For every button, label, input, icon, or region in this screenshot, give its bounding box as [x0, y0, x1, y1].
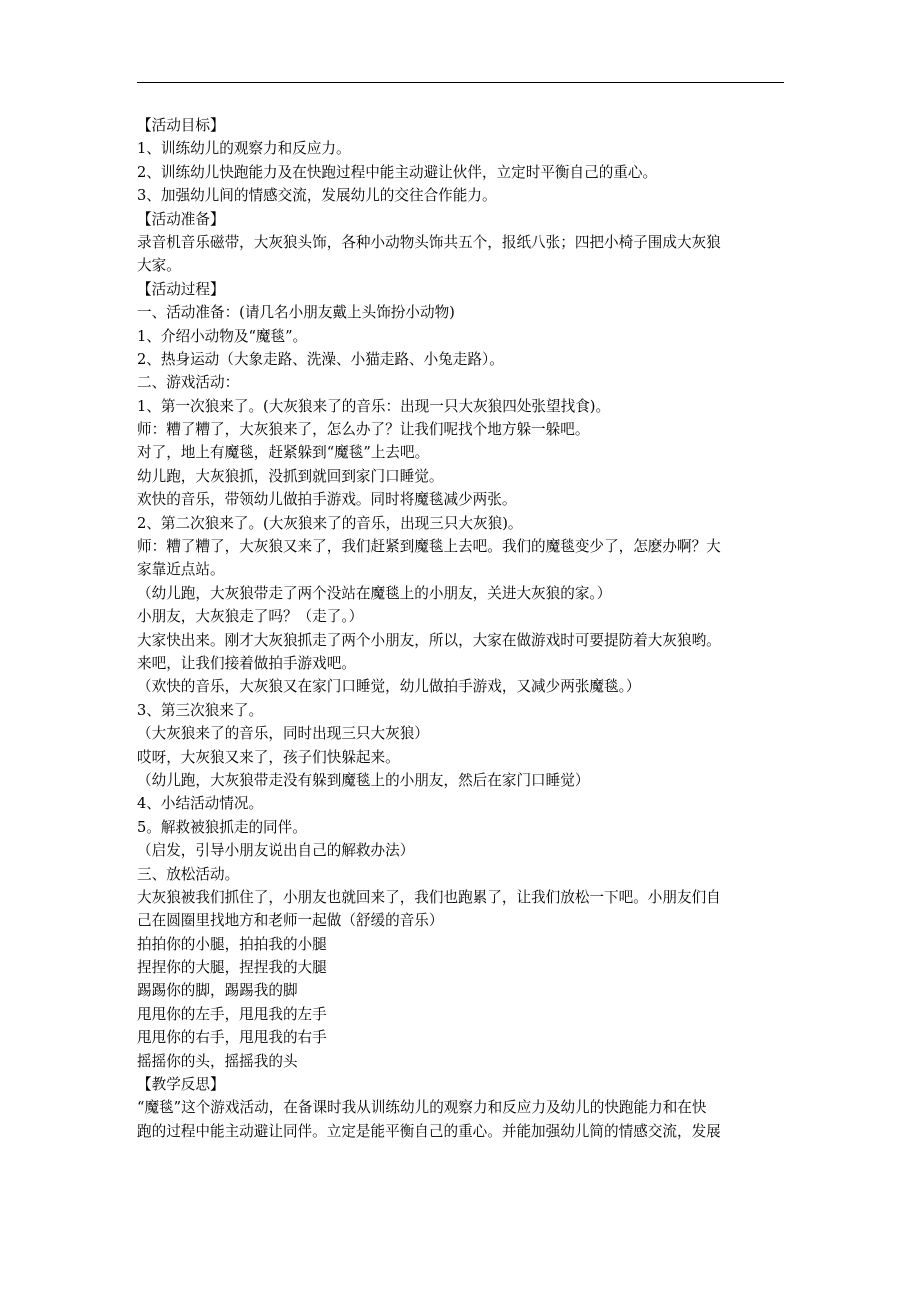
text-line: 小朋友，大灰狼走了吗？（走了。） [137, 608, 364, 626]
text-line: （欢快的音乐，大灰狼又在家门口睡觉，幼儿做拍手游戏，又减少两张魔毯。） [137, 678, 641, 696]
text-line: 来吧，让我们接着做拍手游戏吧。 [137, 654, 356, 672]
text-line: 大灰狼被我们抓住了，小朋友也就回来了，我们也跑累了，让我们放松一下吧。小朋友们自 [137, 888, 721, 906]
text-line: 一、活动准备：(请几名小朋友戴上头饰扮小动物) [137, 304, 455, 322]
text-line: 4、小结活动情况。 [137, 795, 264, 813]
section-heading-preparation: 【活动准备】 [137, 210, 225, 228]
section-heading-goals: 【活动目标】 [137, 117, 225, 134]
text-line: 大家快出来。刚才大灰狼抓走了两个小朋友，所以，大家在做游戏时可要提防着大灰狼哟。 [137, 631, 721, 649]
text-line: （启发，引导小朋友说出自己的解救办法） [137, 842, 415, 860]
text-line: 1、介绍小动物及“魔毯”。 [137, 327, 308, 345]
text-line: 大家。 [137, 257, 181, 275]
text-line: 欢快的音乐，带领幼儿做拍手游戏。同时将魔毯减少两张。 [137, 491, 517, 509]
text-line: 三、放松活动。 [137, 865, 240, 883]
text-line: 摇摇你的头，摇摇我的头 [137, 1052, 298, 1070]
text-line: 师：糟了糟了，大灰狼又来了，我们赶紧到魔毯上去吧。我们的魔毯变少了，怎麽办啊？大 [137, 538, 721, 556]
text-line: 拍拍你的小腿，拍拍我的小腿 [137, 935, 327, 953]
text-line: 对了，地上有魔毯，赶紧躲到“魔毯”上去吧。 [137, 444, 430, 462]
text-line: 录音机音乐磁带，大灰狼头饰，各种小动物头饰共五个，报纸八张；四把小椅子围成大灰狼 [137, 233, 721, 251]
text-line: 5。解救被狼抓走的同伴。 [137, 818, 307, 836]
text-line: 2、热身运动（大象走路、洗澡、小猫走路、小兔走路）。 [137, 350, 504, 368]
text-line: 3、第三次狼来了。 [137, 701, 264, 719]
text-line: “魔毯”这个游戏活动，在备课时我从训练幼儿的观察力和反应力及幼儿的快跑能力和在快 [137, 1099, 707, 1117]
text-line: 1、第一次狼来了。(大灰狼来了的音乐：出现一只大灰狼四处张望找食)。 [137, 397, 611, 415]
text-line: （幼儿跑，大灰狼带走没有躲到魔毯上的小朋友，然后在家门口睡觉） [137, 771, 590, 789]
text-line: 幼儿跑，大灰狼抓，没抓到就回到家门口睡觉。 [137, 467, 444, 485]
text-line: 甩甩你的右手，甩甩我的右手 [137, 1029, 327, 1047]
text-line: 二、游戏活动： [137, 374, 240, 392]
section-heading-reflection: 【教学反思】 [137, 1076, 225, 1094]
text-line: 1、训练幼儿的观察力和反应力。 [137, 140, 351, 158]
text-line: （大灰狼来了的音乐，同时出现三只大灰狼） [137, 725, 429, 743]
text-line: 哎呀，大灰狼又来了，孩子们快躲起来。 [137, 748, 400, 766]
text-line: 捏捏你的大腿，捏捏我的大腿 [137, 959, 327, 977]
text-line: （幼儿跑，大灰狼带走了两个没站在魔毯上的小朋友，关进大灰狼的家。） [137, 584, 612, 602]
header-rule [137, 82, 784, 83]
text-line: 跑的过程中能主动避让同伴。立定是能平衡自己的重心。并能加强幼儿简的情感交流，发展 [137, 1122, 721, 1140]
text-line: 踢踢你的脚，踢踢我的脚 [137, 982, 298, 1000]
text-line: 甩甩你的左手，甩甩我的左手 [137, 1005, 327, 1023]
section-heading-process: 【活动过程】 [137, 280, 225, 298]
text-line: 2、第二次狼来了。(大灰狼来了的音乐，出现三只大灰狼)。 [137, 514, 523, 532]
text-line: 家靠近点站。 [137, 561, 225, 579]
text-line: 2、训练幼儿快跑能力及在快跑过程中能主动避让伙伴，立定时平衡自己的重心。 [137, 163, 658, 181]
document-body [137, 114, 787, 1143]
text-line: 3、加强幼儿间的情感交流，发展幼儿的交往合作能力。 [137, 187, 497, 205]
text-line: 师：糟了糟了，大灰狼来了，怎么办了？让我们呢找个地方躲一躲吧。 [137, 421, 590, 439]
text-line: 己在圆圈里找地方和老师一起做（舒缓的音乐） [137, 912, 444, 930]
